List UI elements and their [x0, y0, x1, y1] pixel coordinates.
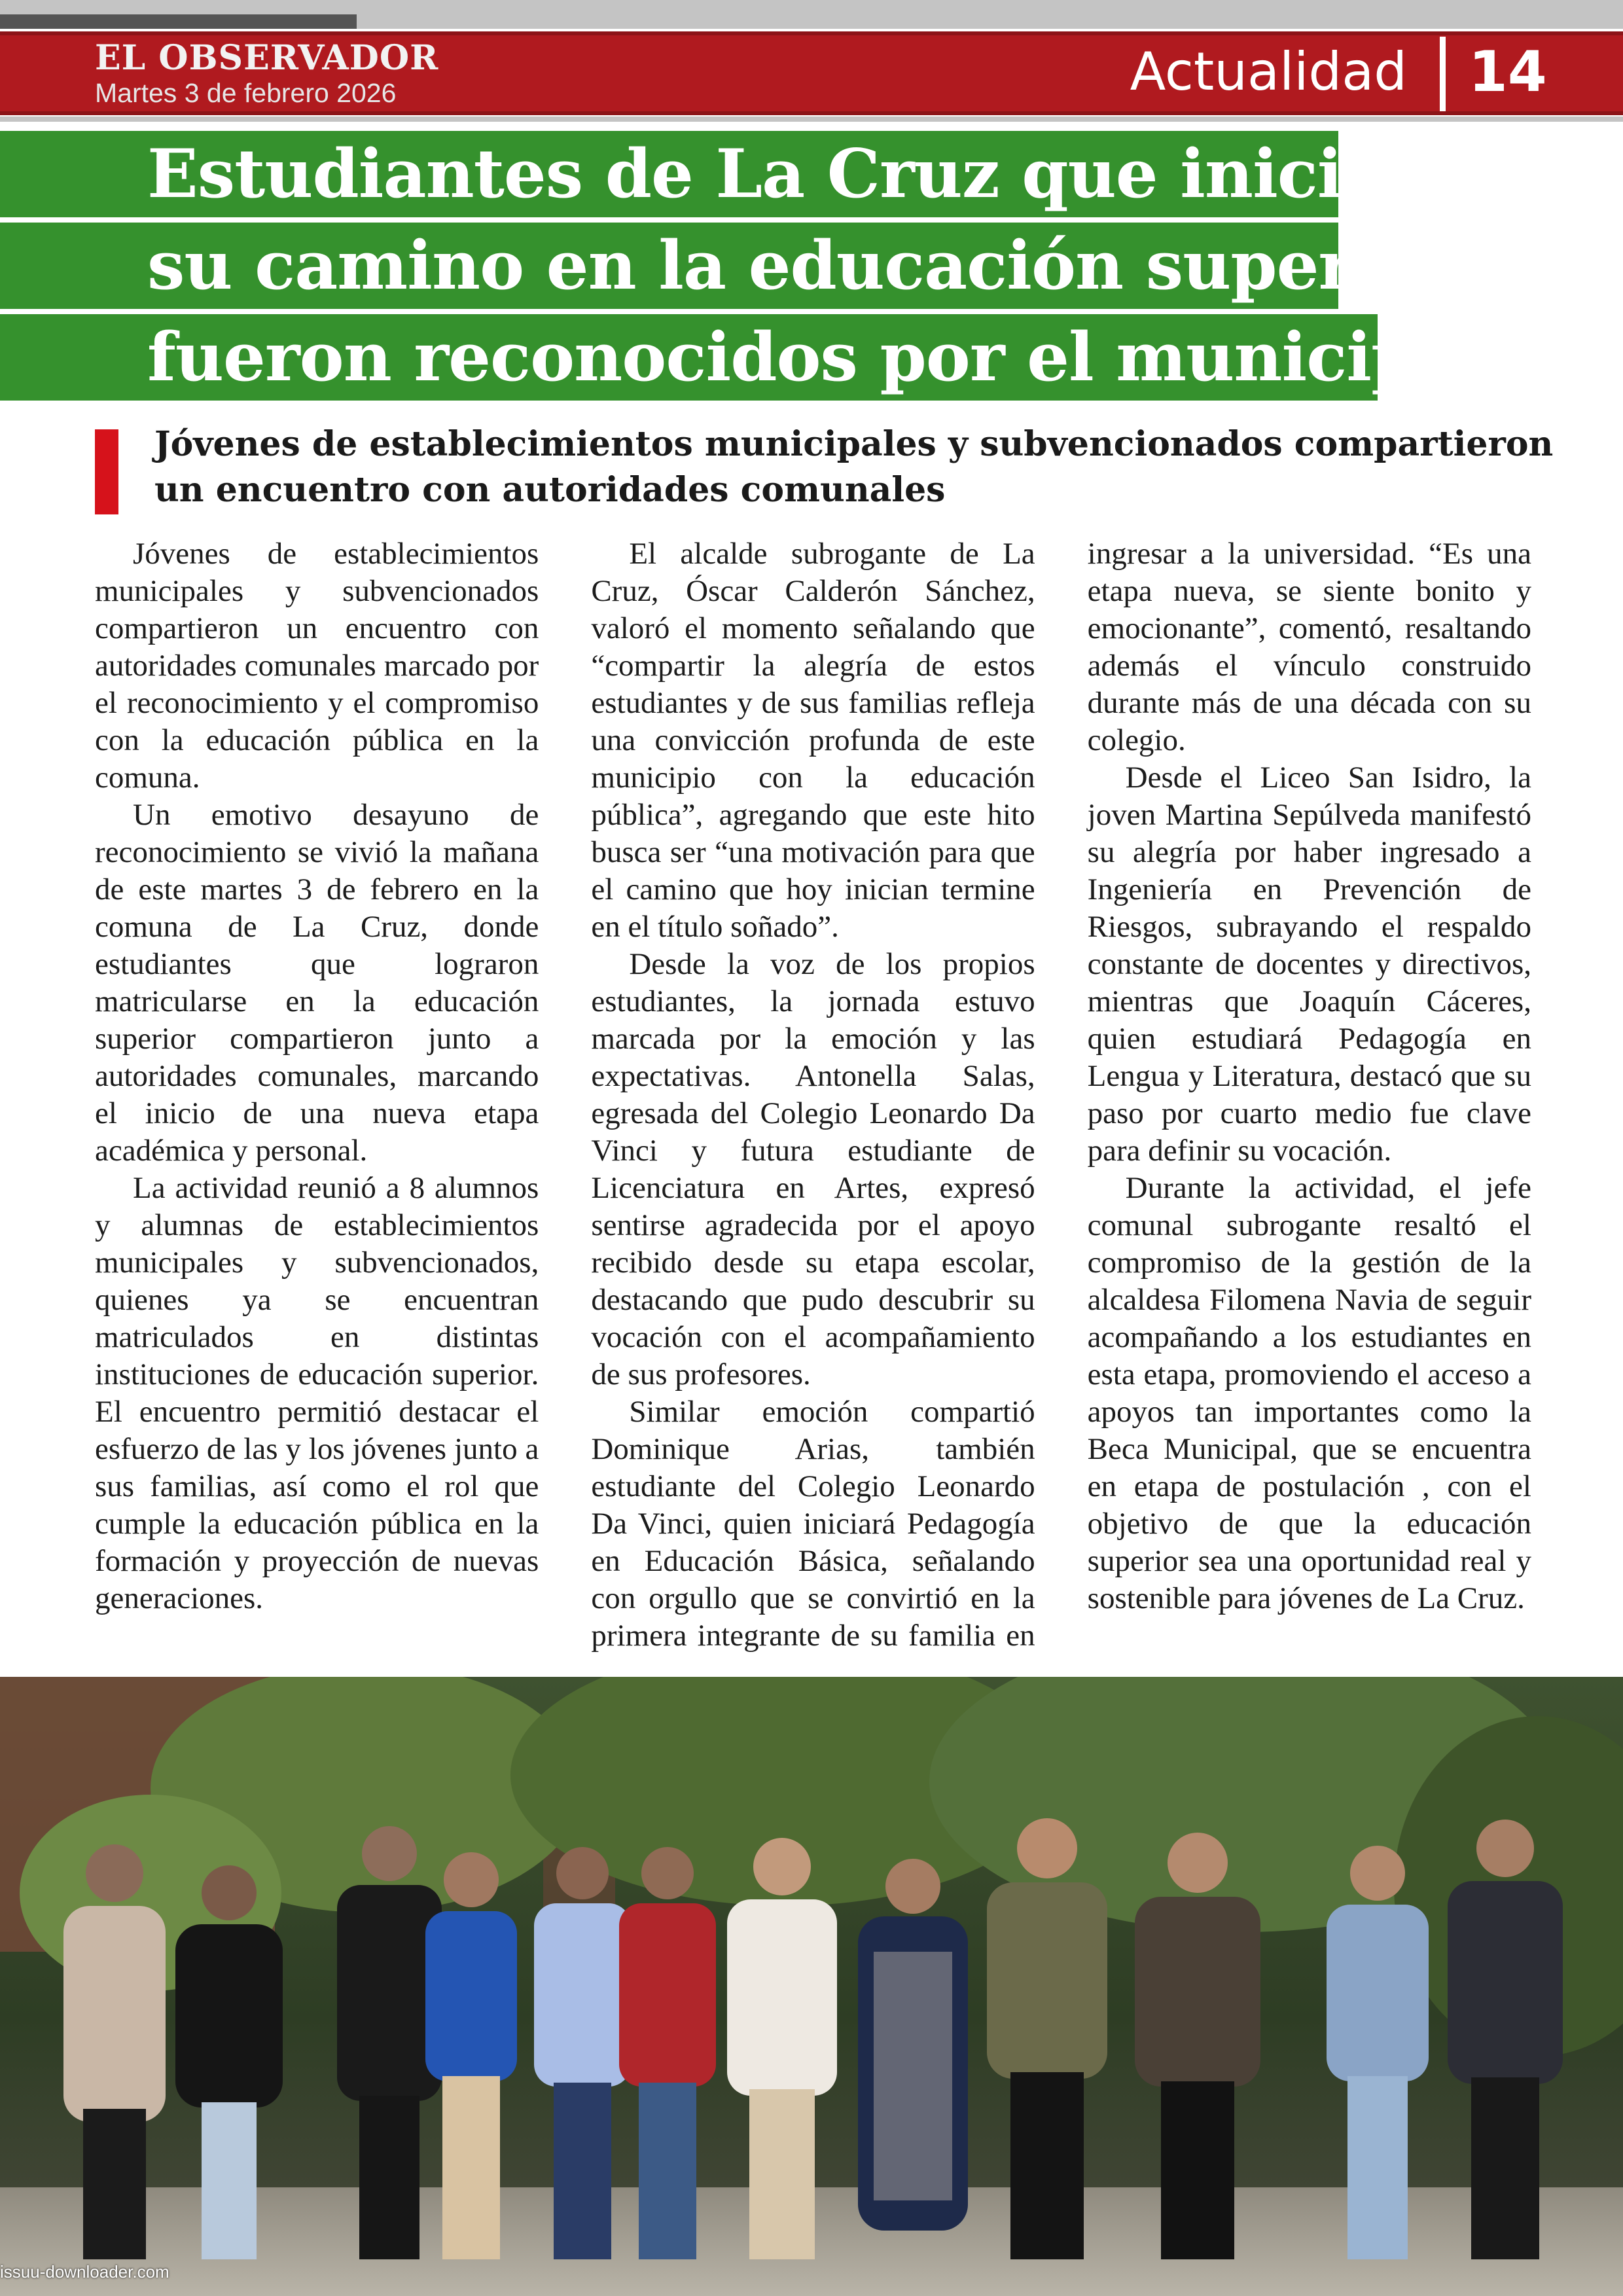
masthead [95, 38, 438, 107]
subheadline: Jóvenes de establecimientos municipales y subvencionados compartieron un encuentro con autoridades comunales [154, 424, 1554, 510]
article-body [95, 535, 1531, 1660]
headline-line-1: Estudiantes de La Cruz que inician [0, 131, 1338, 217]
section-label: Actualidad [1130, 41, 1407, 102]
paragraph: Un emotivo desayuno de reconocimiento se vivió la mañana de este martes 3 de febrero en la comuna de La Cruz, donde estudiantes que lograron matricularse en la educación superior compartieron junto a autoridades comunales, marcando el inicio de una nueva etapa académica y personal. [95, 798, 539, 1168]
group-photo [0, 1677, 1623, 2296]
paragraph: Similar emoción compartió Dominique Arias, también estudiante del Colegio Leonardo Da Vinci, quien iniciará Pedagogía en Educación Básica, señalando con orgullo que se convirtió en la primera integrante de su familia en ingresar a la universidad. “Es una etapa nueva, se siente bonito y emocionante”, comentó, resaltando además el vínculo construido durante más de una década con su colegio. [591, 537, 1531, 1653]
subheadline-marker [95, 429, 118, 514]
group-photo-illustration [0, 1677, 1623, 2296]
paragraph: La actividad reunió a 8 alumnos y alumnas de establecimientos municipales y subvencionados, quienes ya se encuentran matriculados en distintas instituciones de educación superior. El encuentro permitió destacar el esfuerzo de las y los jóvenes junto a sus familias, así como el rol que cumple la educación pública en la formación y proyección de nuevas generaciones. [95, 1171, 539, 1615]
header-rule [0, 117, 1623, 122]
paragraph: Desde el Liceo San Isidro, la joven Martina Sepúlveda manifestó su alegría por haber ingresado a Ingeniería en Prevención de Riesgos, subrayando el respaldo constante de docentes y directivos, mientras que Joaquín Cáceres, quien estudiará Pedagogía en Lengua y Literatura, destacó que su paso por cuarto medio fue clave para definir su vocación. [1087, 761, 1531, 1168]
headline-line-2: su camino en la educación superior [0, 223, 1338, 309]
headline [0, 131, 1486, 406]
top-dark-bar [0, 14, 357, 29]
watermark: issuu-downloader.com [0, 2262, 169, 2282]
masthead-name: EL OBSERVADOR [95, 38, 439, 78]
paragraph: Desde la voz de los propios estudiantes, la jornada estuvo marcada por la emoción y las expectativas. Antonella Salas, egresada del Colegio Leonardo Da Vinci y futura estudiante de Licenciatura en Artes, expresó sentirse agradecida por el apoyo recibido desde su etapa escolar, destacando que pudo descubrir su vocación con el acompañamiento de sus profesores. [591, 947, 1035, 1391]
page-number: 14 [1469, 39, 1547, 105]
paragraph: Jóvenes de establecimientos municipales y subvencionados compartieron un encuentro con autoridades comunales marcado por el reconocimiento y el compromiso con la educación pública en la comuna. [95, 537, 539, 795]
header-divider [1440, 37, 1446, 111]
headline-line-3: fueron reconocidos por el municipio [0, 314, 1378, 401]
paragraph: El alcalde subrogante de La Cruz, Óscar Calderón Sánchez, valoró el momento señalando que “compartir la alegría de estos estudiantes y de sus familias refleja una convicción profunda de este municipio con la educación pública”, agregando que este hito busca ser “una motivación para que el camino que hoy inician termine en el título soñado”. [591, 537, 1035, 944]
paragraph: Durante la actividad, el jefe comunal subrogante resaltó el compromiso de la gestión de la alcaldesa Filomena Navia de seguir acompañando a los estudiantes en esta etapa, promoviendo el acceso a apoyos tan importantes como la Beca Municipal, que se encuentra en etapa de postulación , con el objetivo de que la educación superior sea una oportunidad real y sostenible para jóvenes de La Cruz. [1087, 1171, 1531, 1615]
issue-date: Martes 3 de febrero 2026 [95, 78, 397, 108]
